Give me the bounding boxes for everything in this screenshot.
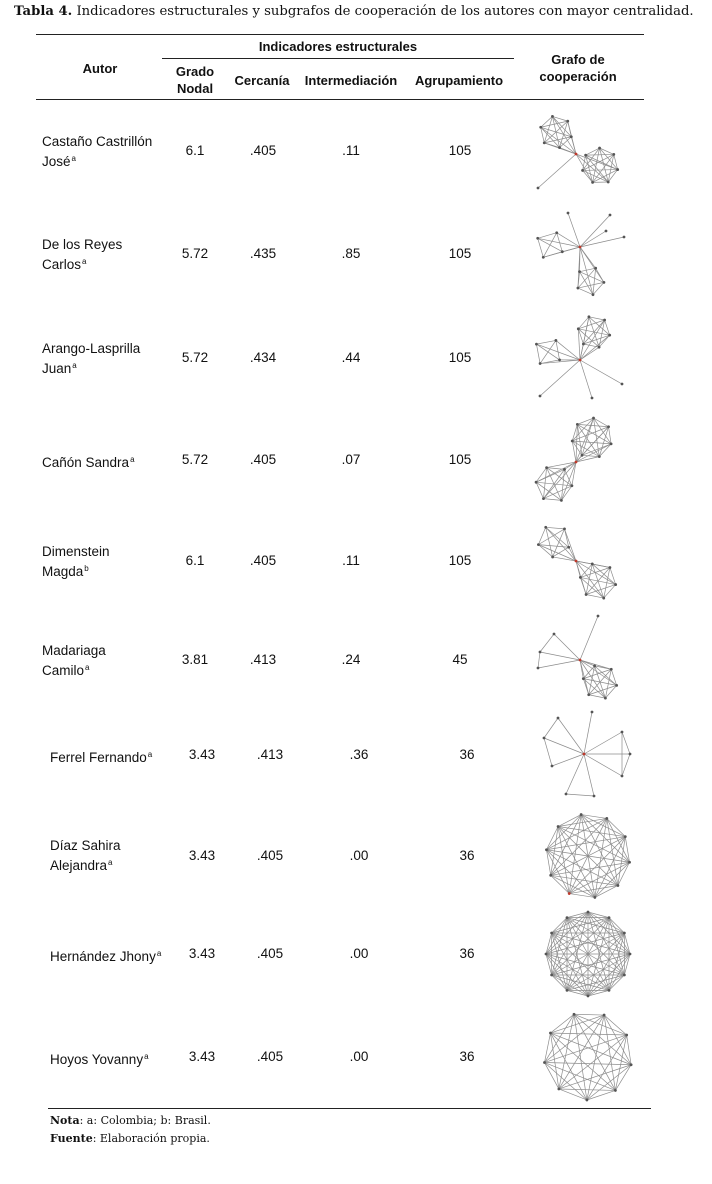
graph-edge <box>576 444 611 462</box>
author-name-line2: Carlos <box>42 257 82 272</box>
graph-node <box>624 835 627 838</box>
header-bottom-rule <box>36 99 644 100</box>
graph-node <box>629 953 632 956</box>
agrupamiento-value: 105 <box>448 143 472 158</box>
graph-edge <box>574 1014 615 1090</box>
cercania-value: .413 <box>249 652 277 667</box>
cooperation-graph <box>538 906 638 1002</box>
agrupamiento-value: 105 <box>448 553 472 568</box>
graph-node <box>623 974 626 977</box>
graph-node <box>623 932 626 935</box>
graph-node <box>612 153 615 156</box>
graph-node <box>603 281 606 284</box>
graph-node <box>543 141 546 144</box>
cooperation-graph <box>528 312 628 402</box>
graph-edge <box>538 154 576 188</box>
cooperation-graph <box>528 515 628 605</box>
graph-node <box>563 468 566 471</box>
graph-node <box>605 230 608 233</box>
graph-edge <box>546 837 625 850</box>
graph-edge <box>546 918 609 954</box>
graph-node <box>539 395 542 398</box>
graph-node <box>545 848 548 851</box>
country-superscript: a <box>71 154 76 163</box>
cercania-value: .405 <box>249 143 277 158</box>
graph-edge <box>580 247 596 268</box>
note-text: : a: Colombia; b: Brasil. <box>79 1114 211 1127</box>
graph-edge <box>604 1015 627 1035</box>
graph-node <box>591 181 594 184</box>
author-name-line1: Dimenstein <box>42 544 110 559</box>
graph-edge <box>576 457 599 462</box>
graph-edge <box>584 754 622 776</box>
cercania-value: .405 <box>256 946 284 961</box>
bottom-rule <box>48 1108 651 1109</box>
graph-edge <box>580 272 593 295</box>
graph-edge <box>544 738 552 766</box>
grado-value: 3.43 <box>188 747 216 762</box>
note-label: Nota <box>50 1114 80 1127</box>
graph-edge <box>538 652 540 668</box>
cooperation-graph <box>528 414 628 506</box>
author-name-line1: Castaño Castrillón <box>42 134 153 149</box>
grado-value: 6.1 <box>185 553 205 568</box>
graph-node <box>629 753 632 756</box>
graph-edge <box>580 347 599 360</box>
intermediacion-value: .85 <box>341 246 361 261</box>
country-superscript: a <box>108 858 113 867</box>
grado-value: 5.72 <box>181 452 209 467</box>
intermediacion-value: .44 <box>341 350 361 365</box>
graph-node <box>579 359 582 362</box>
graph-edge <box>584 712 592 754</box>
graph-edge <box>577 424 608 426</box>
graph-node <box>582 677 585 680</box>
graph-node <box>543 737 546 740</box>
graph-node <box>603 1014 606 1017</box>
graph-edge <box>622 754 630 776</box>
graph-node <box>585 593 588 596</box>
grado-value: 5.72 <box>181 246 209 261</box>
graph-node <box>607 425 610 428</box>
caption-text: Indicadores estructurales y subgrafos de cooperación de los autores con mayor centralidad. <box>76 4 694 19</box>
graph-edge <box>589 695 606 698</box>
author-name-line2: Camilo <box>42 663 85 678</box>
graph-edge <box>536 344 540 363</box>
intermediacion-value: .11 <box>342 553 360 568</box>
agrupamiento-value: 36 <box>459 848 475 863</box>
graph-edge <box>551 837 626 876</box>
graph-node <box>535 481 538 484</box>
graph-node <box>542 256 545 259</box>
intermediacion-value: .24 <box>341 652 361 667</box>
graph-node <box>581 454 584 457</box>
graph-node <box>583 753 586 756</box>
graph-node <box>591 397 594 400</box>
graph-node <box>558 359 561 362</box>
header-grafo <box>528 51 628 85</box>
graph-node <box>593 896 596 899</box>
graph-node <box>545 466 548 469</box>
graph-node <box>577 327 580 330</box>
graph-edge <box>541 127 576 154</box>
graph-node <box>580 813 583 816</box>
grado-value: 3.81 <box>181 652 209 667</box>
graph-node <box>587 995 590 998</box>
graph-node <box>603 319 606 322</box>
graph-node <box>536 237 539 240</box>
graph-edge <box>544 1014 574 1062</box>
graph-edge <box>580 616 598 660</box>
grado-value: 6.1 <box>185 143 205 158</box>
table-caption <box>14 4 694 19</box>
country-superscript: a <box>147 750 153 759</box>
graph-node <box>557 717 560 720</box>
graph-node <box>598 346 601 349</box>
graph-node <box>621 731 624 734</box>
agrupamiento-value: 36 <box>459 1049 475 1064</box>
agrupamiento-value: 45 <box>452 652 468 667</box>
intermediacion-value: .36 <box>349 747 369 762</box>
graph-edge <box>544 718 558 738</box>
graph-node <box>579 659 582 662</box>
graph-node <box>539 362 542 365</box>
cooperation-graph <box>534 708 634 800</box>
graph-node <box>630 1063 633 1066</box>
graph-edge <box>583 170 618 171</box>
graph-edge <box>536 340 555 344</box>
graph-node <box>549 874 552 877</box>
graph-node <box>570 135 573 138</box>
table-note <box>50 1114 211 1127</box>
graph-edge <box>559 1015 604 1089</box>
graph-node <box>608 334 611 337</box>
graph-edge <box>574 1014 604 1015</box>
graph-node <box>537 187 540 190</box>
graph-edge <box>568 213 580 247</box>
graph-node <box>608 989 611 992</box>
graph-node <box>545 953 548 956</box>
graph-node <box>567 212 570 215</box>
graph-node <box>551 115 554 118</box>
graph-edge <box>600 148 614 154</box>
cooperation-graph <box>528 104 628 194</box>
country-superscript: a <box>82 257 87 266</box>
graph-node <box>555 339 558 342</box>
graph-node <box>575 153 578 156</box>
group-rule <box>162 58 514 59</box>
cercania-value: .405 <box>256 848 284 863</box>
graph-edge <box>593 268 596 294</box>
graph-node <box>607 181 610 184</box>
country-superscript: a <box>85 663 90 672</box>
grado-value: 3.43 <box>188 946 216 961</box>
graph-edge <box>553 529 565 557</box>
graph-edge <box>586 154 614 155</box>
intermediacion-value: .11 <box>342 143 360 158</box>
graph-node <box>621 383 624 386</box>
graph-node <box>621 775 624 778</box>
graph-node <box>594 267 597 270</box>
author-name-line1: Arango-Lasprilla <box>42 341 141 356</box>
graph-node <box>543 1061 546 1064</box>
author-name-line2: Juan <box>42 361 72 376</box>
graph-node <box>587 693 590 696</box>
agrupamiento-value: 36 <box>459 946 475 961</box>
table-source <box>50 1132 210 1145</box>
graph-node <box>610 443 613 446</box>
header-grado <box>160 63 230 97</box>
header-autor: Autor <box>82 61 118 76</box>
source-label: Fuente <box>50 1132 93 1145</box>
agrupamiento-value: 36 <box>459 747 475 762</box>
intermediacion-value: .00 <box>349 848 369 863</box>
graph-node <box>566 989 569 992</box>
graph-node <box>566 120 569 123</box>
graph-edge <box>554 634 580 660</box>
graph-node <box>563 528 566 531</box>
graph-node <box>537 543 540 546</box>
graph-node <box>575 461 578 464</box>
graph-node <box>625 1034 628 1037</box>
graph-node <box>588 315 591 318</box>
cooperation-graph <box>538 808 638 904</box>
header-intermediacion: Intermediación <box>304 73 398 88</box>
graph-node <box>609 214 612 217</box>
header-agrupamiento: Agrupamiento <box>414 73 504 88</box>
cooperation-graph <box>528 207 628 297</box>
header-group: Indicadores estructurales <box>258 39 418 54</box>
graph-edge <box>577 424 582 455</box>
graph-edge <box>582 444 611 455</box>
graph-node <box>551 765 554 768</box>
cercania-value: .405 <box>249 452 277 467</box>
graph-edge <box>546 527 565 529</box>
source-text: : Elaboración propia. <box>92 1132 210 1145</box>
graph-edge <box>584 754 594 796</box>
graph-node <box>592 417 595 420</box>
agrupamiento-value: 105 <box>448 350 472 365</box>
graph-node <box>537 667 540 670</box>
graph-node <box>551 556 554 559</box>
graph-node <box>573 1013 576 1016</box>
header-grafo-line2: cooperación <box>539 69 617 84</box>
graph-node <box>553 633 556 636</box>
header-grafo-line1: Grafo de <box>551 52 605 67</box>
graph-node <box>628 861 631 864</box>
graph-node <box>568 892 571 895</box>
country-superscript: a <box>72 361 77 370</box>
intermediacion-value: .07 <box>341 452 361 467</box>
graph-edge <box>544 1063 631 1065</box>
graph-node <box>550 932 553 935</box>
graph-edge <box>538 529 564 545</box>
graph-edge <box>604 568 610 599</box>
graph-node <box>555 231 558 234</box>
graph-node <box>614 1089 617 1092</box>
graph-node <box>617 884 620 887</box>
graph-node <box>561 250 564 253</box>
graph-node <box>539 651 542 654</box>
graph-edge <box>605 669 611 698</box>
graph-node <box>593 795 596 798</box>
graph-edge <box>566 794 594 796</box>
agrupamiento-value: 105 <box>448 246 472 261</box>
graph-edge <box>586 148 600 155</box>
graph-edge <box>574 1014 587 1100</box>
grado-value: 3.43 <box>188 1049 216 1064</box>
graph-node <box>591 563 594 566</box>
graph-node <box>598 455 601 458</box>
graph-edge <box>538 660 580 668</box>
graph-node <box>549 1032 552 1035</box>
graph-node <box>581 169 584 172</box>
graph-node <box>616 168 619 171</box>
graph-node <box>544 526 547 529</box>
top-rule <box>36 34 644 35</box>
graph-node <box>602 597 605 600</box>
graph-edge <box>588 933 624 996</box>
graph-node <box>605 817 608 820</box>
graph-edge <box>550 1015 604 1033</box>
graph-edge <box>544 1063 615 1091</box>
graph-node <box>609 566 612 569</box>
graph-node <box>610 668 613 671</box>
graph-edge <box>544 1063 586 1100</box>
graph-node <box>560 499 563 502</box>
intermediacion-value: .00 <box>349 946 369 961</box>
graph-edge <box>584 732 622 754</box>
cooperation-graph <box>538 1008 638 1104</box>
graph-edge <box>536 462 576 482</box>
graph-node <box>571 484 574 487</box>
header-cercania: Cercanía <box>234 73 290 88</box>
graph-edge <box>540 340 556 363</box>
graph-edge <box>604 1015 615 1090</box>
graph-node <box>567 546 570 549</box>
graph-edge <box>587 1065 631 1100</box>
graph-edge <box>576 154 593 182</box>
author-name-line1: Madariaga <box>42 643 106 658</box>
graph-edge <box>587 1090 616 1100</box>
graph-edge <box>622 732 630 754</box>
graph-edge <box>572 441 611 444</box>
cercania-value: .405 <box>249 553 277 568</box>
graph-node <box>584 154 587 157</box>
country-superscript: a <box>156 949 162 958</box>
header-grado-line1: Grado <box>175 64 215 79</box>
graph-node <box>593 664 596 667</box>
agrupamiento-value: 105 <box>448 452 472 467</box>
header-grado-line2: Nodal <box>176 81 214 96</box>
cooperation-graph <box>528 612 628 704</box>
graph-node <box>614 583 617 586</box>
graph-node <box>585 1099 588 1102</box>
author-name-line1: Hoyos Yovanny <box>50 1052 144 1067</box>
graph-node <box>587 911 590 914</box>
graph-node <box>608 916 611 919</box>
graph-node <box>579 246 582 249</box>
country-superscript: a <box>144 1052 149 1061</box>
graph-node <box>623 236 626 239</box>
graph-node <box>578 270 581 273</box>
graph-node <box>535 343 538 346</box>
graph-node <box>557 1088 560 1091</box>
author-name-line1: De los Reyes <box>42 237 123 252</box>
country-superscript: b <box>84 564 89 573</box>
graph-node <box>542 497 545 500</box>
cercania-value: .405 <box>256 1049 284 1064</box>
graph-edge <box>559 1089 587 1100</box>
graph-node <box>591 711 594 714</box>
graph-edge <box>609 427 612 444</box>
graph-node <box>539 126 542 129</box>
caption-label: Tabla 4. <box>14 4 73 19</box>
graph-node <box>558 146 561 149</box>
graph-edge <box>540 360 580 396</box>
graph-node <box>575 560 578 563</box>
graph-edge <box>546 527 576 561</box>
author-name-line2: Alejandra <box>50 858 108 873</box>
graph-node <box>615 684 618 687</box>
graph-node <box>604 697 607 700</box>
graph-edge <box>536 344 580 360</box>
graph-edge <box>540 634 554 652</box>
cercania-value: .434 <box>249 350 277 365</box>
graph-edge <box>546 527 553 557</box>
graph-node <box>592 293 595 296</box>
graph-node <box>597 615 600 618</box>
graph-node <box>557 825 560 828</box>
graph-edge <box>589 317 605 320</box>
cercania-value: .435 <box>249 246 277 261</box>
graph-edge <box>538 545 576 561</box>
graph-node <box>598 147 601 150</box>
author-name-line1: Hernández Jhony <box>50 949 156 964</box>
graph-edge <box>580 237 624 247</box>
country-superscript: a <box>130 455 135 464</box>
graph-node <box>576 423 579 426</box>
graph-node <box>566 916 569 919</box>
author-name-line2: José <box>42 154 71 169</box>
graph-node <box>577 287 580 290</box>
author-name-line1: Cañón Sandra <box>42 455 130 470</box>
graph-edge <box>541 121 568 127</box>
grado-value: 5.72 <box>181 350 209 365</box>
author-name-line1: Díaz Sahira <box>50 838 121 853</box>
author-name-line1: Ferrel Fernando <box>50 750 147 765</box>
intermediacion-value: .00 <box>349 1049 369 1064</box>
graph-edge <box>556 340 580 360</box>
author-name-line2: Magda <box>42 564 84 579</box>
graph-edge <box>540 652 580 660</box>
graph-node <box>571 440 574 443</box>
graph-node <box>565 793 568 796</box>
cercania-value: .413 <box>256 747 284 762</box>
graph-edge <box>559 1089 616 1090</box>
grado-value: 3.43 <box>188 848 216 863</box>
graph-node <box>582 343 585 346</box>
graph-node <box>550 974 553 977</box>
graph-node <box>579 576 582 579</box>
